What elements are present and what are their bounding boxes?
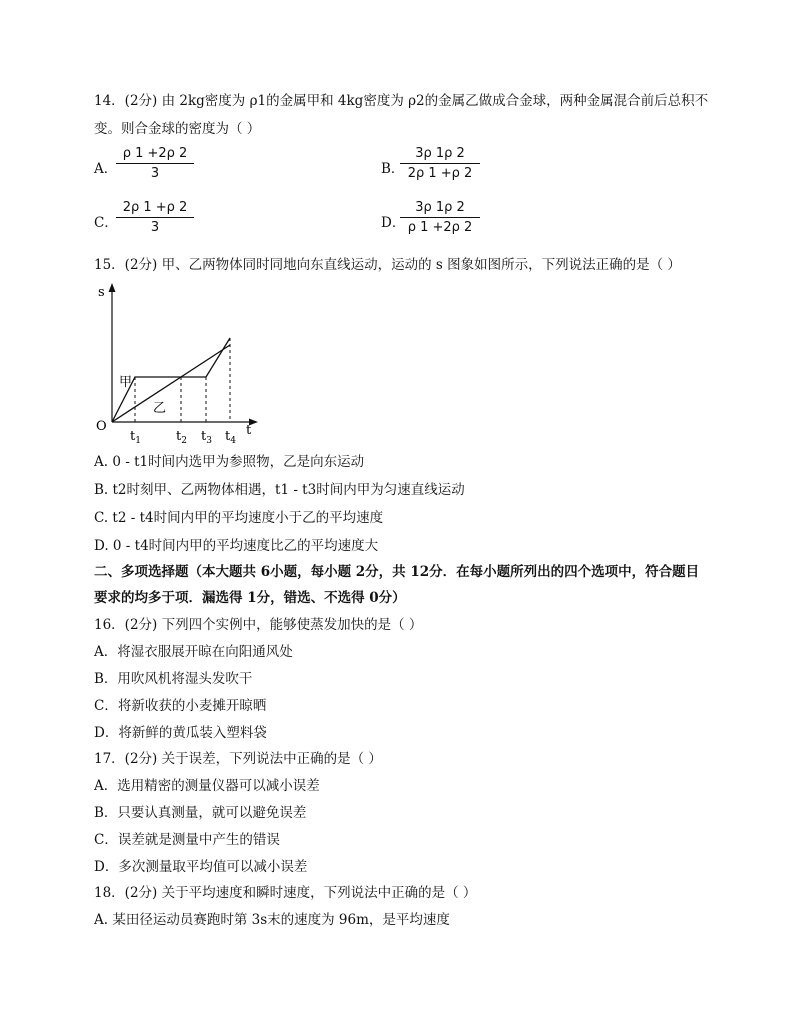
label-jia: 甲 (119, 375, 133, 390)
q16-option-d: D．将新鲜的黄瓜装入塑料袋 (94, 725, 267, 741)
fraction-denominator: 3 (150, 166, 160, 181)
fraction-bar (116, 163, 194, 164)
label-yi: 乙 (153, 401, 167, 416)
q14-option-c-label: C． (94, 215, 118, 231)
tick-t3: $t_3$ (201, 429, 212, 446)
q17-option-d: D．多次测量取平均值可以减小误差 (94, 859, 308, 875)
q14-option-b-fraction (400, 146, 480, 181)
fraction-numerator: 2ρ 1 +ρ 2 (122, 200, 188, 215)
q14-option-a-fraction (116, 146, 194, 181)
fraction-denominator: 3 (150, 220, 160, 235)
q17-option-a: A．选用精密的测量仪器可以减小误差 (94, 778, 320, 794)
q15-option-c: C. t2 - t4时间内甲的平均速度小于乙的平均速度 (94, 510, 384, 526)
fraction-bar (116, 217, 194, 218)
tick-t2: $t_2$ (176, 429, 187, 446)
section2-heading-line1: 二、多项选择题（本大题共 6小题，每小题 2分，共 12分．在每小题所列出的四个选项中，符合题目 (94, 564, 700, 580)
q14-option-b-label: B． (381, 161, 405, 177)
tick-t3-sub: 3 (206, 436, 212, 446)
tick-t1: $t_1$ (130, 429, 141, 446)
q14-stem-line1: 14．(2分) 由 2kg密度为 ρ1的金属甲和 4kg密度为 ρ2的金属乙做成合金球，两种金属混合前后总积不 (94, 93, 709, 109)
q16-option-b: B．用吹风机将湿头发吹干 (94, 671, 253, 687)
tick-t4: $t_4$ (225, 429, 236, 446)
y-axis-label: s (98, 285, 105, 300)
tick-t4-sub: 4 (230, 436, 236, 446)
q15-option-a: A. 0 - t1时间内选甲为参照物，乙是向东运动 (94, 454, 365, 470)
q14-option-a-label: A． (94, 161, 118, 177)
q14-option-d-fraction (400, 200, 480, 235)
q15-option-d: D. 0 - t4时间内甲的平均速度比乙的平均速度大 (94, 538, 379, 554)
q17-option-b: B．只要认真测量，就可以避免误差 (94, 805, 307, 821)
q15-st-graph (92, 280, 268, 446)
x-axis-label: t (246, 423, 252, 438)
q18-stem: 18．(2分) 关于平均速度和瞬时速度，下列说法中正确的是（ ） (94, 885, 477, 901)
q15-stem: 15．(2分) 甲、乙两物体同时同地向东直线运动，运动的 s 图象如图所示，下列说法正确的是（ ） (94, 257, 681, 273)
q14-option-c-fraction (116, 200, 194, 235)
tick-t1-sub: 1 (135, 436, 141, 446)
q14-option-d-label: D． (381, 215, 406, 231)
fraction-numerator: 3ρ 1ρ 2 (415, 146, 465, 161)
q18-option-a: A. 某田径运动员赛跑时第 3s末的速度为 96m，是平均速度 (94, 912, 450, 928)
q16-option-c: C．将新收获的小麦摊开晾晒 (94, 698, 267, 714)
origin-label: O (96, 419, 107, 434)
q16-option-a: A．将湿衣服展开晾在向阳通风处 (94, 644, 293, 660)
q17-option-c: C．误差就是测量中产生的错误 (94, 832, 280, 848)
q15-option-b: B. t2时刻甲、乙两物体相遇，t1 - t3时间内甲为匀速直线运动 (94, 482, 465, 498)
tick-t2-sub: 2 (181, 436, 187, 446)
fraction-numerator: 3ρ 1ρ 2 (415, 200, 465, 215)
y-axis-arrow (109, 283, 116, 292)
section2-heading-line2: 要求的均多于项．漏选得 1分，错选、不选得 0分） (94, 590, 406, 606)
fraction-bar (400, 163, 480, 164)
fraction-numerator: ρ 1 +2ρ 2 (122, 146, 188, 161)
fraction-denominator: ρ 1 +2ρ 2 (407, 220, 473, 235)
q17-stem: 17．(2分) 关于误差，下列说法中正确的是（ ） (94, 751, 382, 767)
q14-stem-line2: 变。则合金球的密度为（ ） (94, 121, 261, 137)
q16-stem: 16．(2分) 下列四个实例中，能够使蒸发加快的是（ ） (94, 617, 423, 633)
fraction-bar (400, 217, 480, 218)
fraction-denominator: 2ρ 1 +ρ 2 (407, 166, 473, 181)
